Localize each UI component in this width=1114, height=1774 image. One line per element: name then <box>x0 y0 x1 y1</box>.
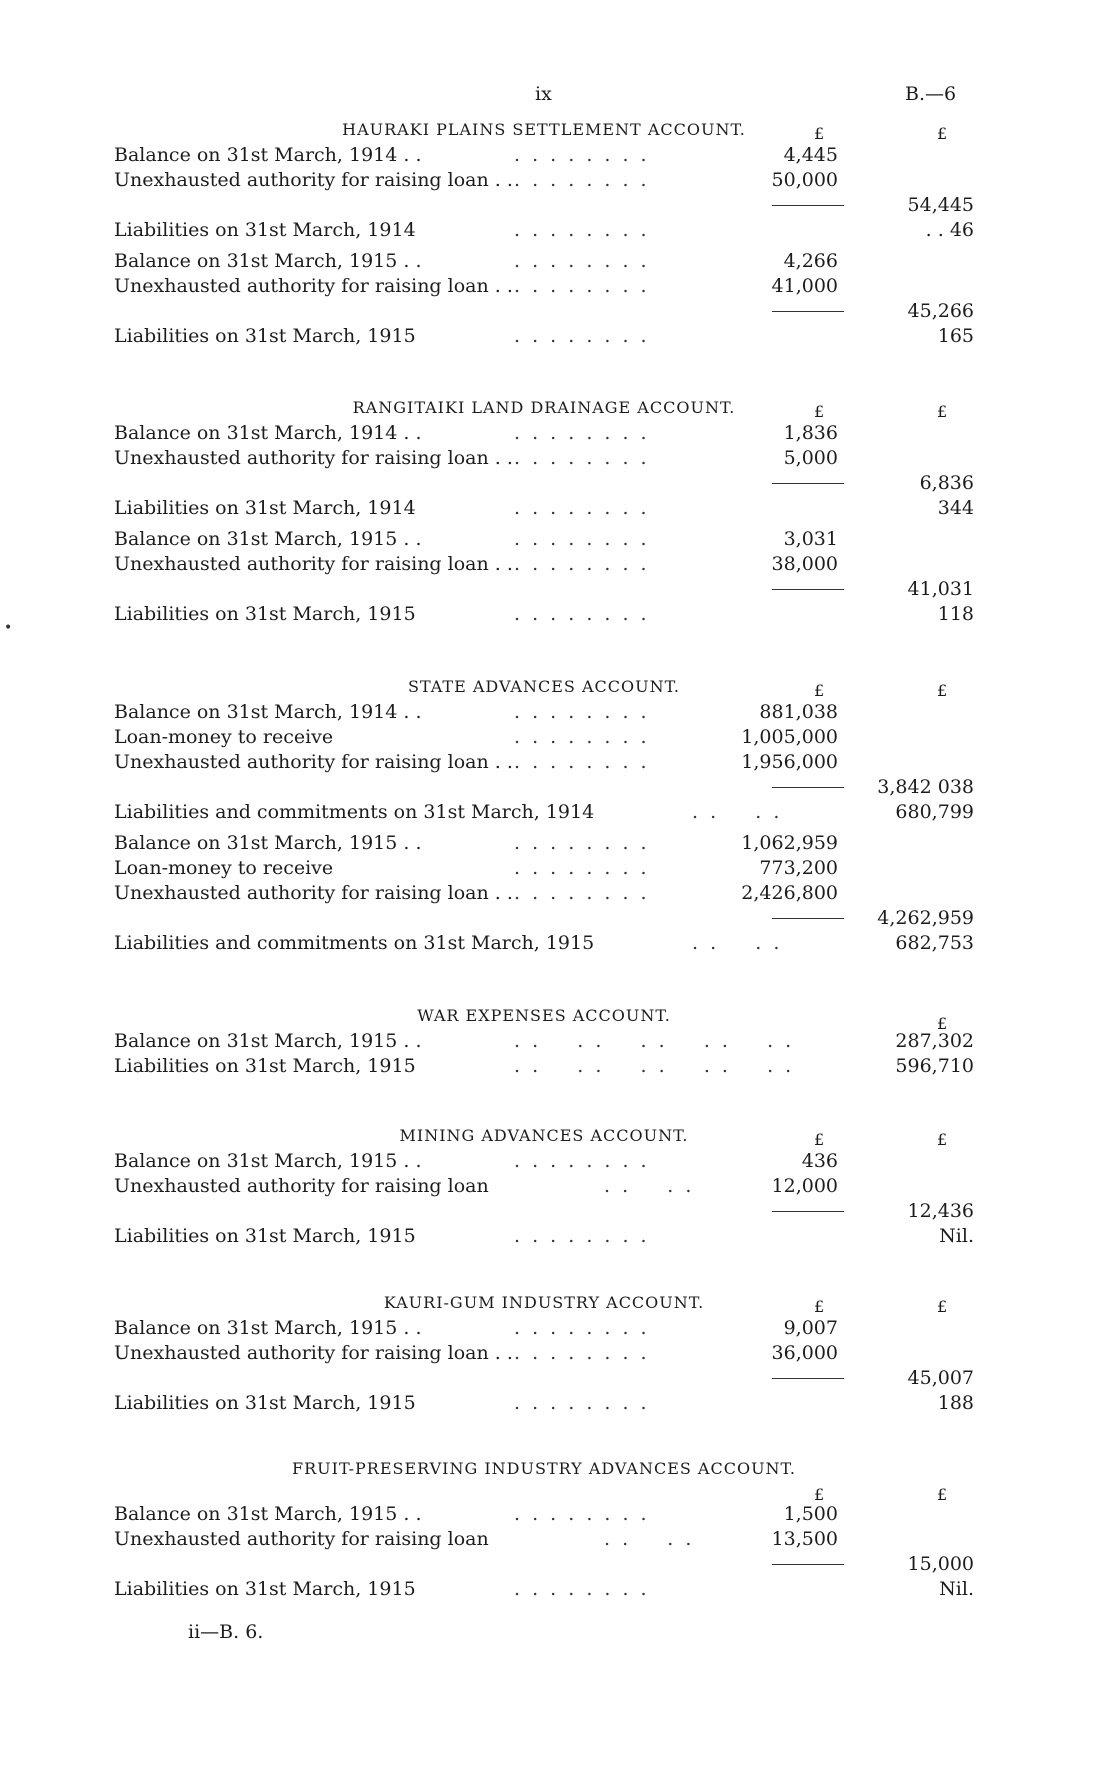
subtotal-rule <box>772 787 844 788</box>
table-row: Balance on 31st March, 1915 . . . . . . . . . . 1,062,959 <box>114 832 838 854</box>
table-row: Liabilities on 31st March, 1915 . . . . . . . . 188 <box>114 1392 974 1414</box>
table-row: Unexhausted authority for raising loan . . . . . . . . . . 36,000 <box>114 1342 838 1364</box>
pound-sign: £ <box>937 1485 949 1504</box>
dot-leader: . . . . . . . . <box>514 1150 650 1172</box>
dot-leader: . . . . . . . . <box>514 832 650 854</box>
dot-leader: . . . . . . . . <box>514 219 650 241</box>
table-row: Balance on 31st March, 1914 . . . . . . . . . . 1,836 <box>114 422 838 444</box>
section-title: MINING ADVANCES ACCOUNT. £ £ <box>114 1123 974 1149</box>
dot-leader: . . . . . . . . <box>514 553 650 575</box>
subtotal-row: 12,436 <box>114 1199 974 1224</box>
stray-ink-mark: • <box>4 620 13 636</box>
pound-sign: £ <box>814 1297 826 1316</box>
pound-sign: £ <box>814 1485 826 1504</box>
pound-sign: £ <box>937 1014 949 1033</box>
subtotal-row: 41,031 <box>114 577 974 602</box>
currency-header-row <box>114 1480 974 1502</box>
subtotal-rule <box>772 311 844 312</box>
pound-sign: £ <box>937 681 949 700</box>
pound-sign: £ <box>937 1297 949 1316</box>
table-row: Liabilities on 31st March, 1914 . . . . . . . . 344 <box>114 497 974 519</box>
table-row: Unexhausted authority for raising loan . . . . 13,500 <box>114 1528 838 1550</box>
dot-leader: . . . . . . . . <box>514 1503 650 1525</box>
table-row: Unexhausted authority for raising loan . . . . . . . . . . 2,426,800 <box>114 882 838 904</box>
document-reference: B.—6 <box>905 83 957 105</box>
signature-mark: ii—B. 6. <box>188 1621 264 1643</box>
section-title: STATE ADVANCES ACCOUNT. £ £ <box>114 674 974 700</box>
dot-leader: . . . . . . . . <box>514 882 650 904</box>
dot-leader: . . . . . . . . <box>514 751 650 773</box>
pound-sign: £ <box>814 124 826 143</box>
dot-leader: . . . . . . . . <box>514 1342 650 1364</box>
hauraki-section <box>114 117 974 349</box>
table-row: Liabilities on 31st March, 1915 . . . . . . . . . . 596,710 <box>114 1055 974 1077</box>
subtotal-row: 4,262,959 <box>114 906 974 931</box>
table-row: Unexhausted authority for raising loan . . . . . . . . . . 1,956,000 <box>114 751 838 773</box>
dot-leader: . . . . . . . . <box>514 701 650 723</box>
table-row: Unexhausted authority for raising loan . . . . . . . . . . 50,000 <box>114 169 838 191</box>
dot-leader: . . . . . . . . <box>514 447 650 469</box>
section-title: RANGITAIKI LAND DRAINAGE ACCOUNT. £ £ <box>114 395 974 421</box>
table-row: Balance on 31st March, 1914 . . . . . . . . . . 4,445 <box>114 144 838 166</box>
kauri-gum-section <box>114 1290 974 1416</box>
dot-leader: . . . . . . . . . . <box>514 1030 795 1052</box>
subtotal-row: 45,007 <box>114 1366 974 1391</box>
subtotal-row: 3,842 038 <box>114 775 974 800</box>
dot-leader: . . . . . . . . <box>514 528 650 550</box>
table-row: Liabilities on 31st March, 1914 . . . . . . . . . . 46 <box>114 219 974 241</box>
subtotal-rule <box>772 1564 844 1565</box>
dot-leader: . . . . . . . . <box>514 325 650 347</box>
table-row: Balance on 31st March, 1915 . . . . . . . . . . . . 287,302 <box>114 1030 974 1052</box>
table-row: Balance on 31st March, 1915 . . . . . . . . . . 9,007 <box>114 1317 838 1339</box>
dot-leader: . . . . . . . . <box>514 144 650 166</box>
pound-sign: £ <box>937 402 949 421</box>
table-row: Loan-money to receive . . . . . . . . 773,200 <box>114 857 838 879</box>
dot-leader: . . . . . . . . <box>514 1225 650 1247</box>
page-number: ix <box>535 83 552 105</box>
dot-leader: . . . . . . . . . . <box>514 1055 795 1077</box>
table-row: Balance on 31st March, 1914 . . . . . . . . . . 881,038 <box>114 701 838 723</box>
subtotal-row: 15,000 <box>114 1552 974 1577</box>
dot-leader: . . . . . . . . <box>514 497 650 519</box>
table-row: Unexhausted authority for raising loan . . . . . . . . . . 5,000 <box>114 447 838 469</box>
subtotal-row: 45,266 <box>114 299 974 324</box>
table-row: Liabilities and commitments on 31st March, 1914 . . . . 680,799 <box>114 801 974 823</box>
pound-sign: £ <box>937 1130 949 1149</box>
dot-leader: . . . . . . . . <box>514 1317 650 1339</box>
dot-leader: . . . . . . . . <box>514 275 650 297</box>
section-title: KAURI-GUM INDUSTRY ACCOUNT. £ £ <box>114 1290 974 1316</box>
pound-sign: £ <box>814 1130 826 1149</box>
table-row: Unexhausted authority for raising loan . . . . . . . . . . 41,000 <box>114 275 838 297</box>
dot-leader: . . . . . . . . <box>514 169 650 191</box>
dot-leader: . . . . . . . . <box>514 857 650 879</box>
pound-sign: £ <box>814 402 826 421</box>
dot-leader: . . . . <box>692 801 783 823</box>
fruit-preserving-section <box>114 1458 974 1602</box>
table-row: Unexhausted authority for raising loan . . . . 12,000 <box>114 1175 838 1197</box>
table-row: Loan-money to receive . . . . . . . . 1,005,000 <box>114 726 838 748</box>
rangitaiki-section <box>114 395 974 627</box>
subtotal-rule <box>772 918 844 919</box>
section-title: FRUIT-PRESERVING INDUSTRY ADVANCES ACCOUNT. <box>292 1459 796 1478</box>
subtotal-row: 54,445 <box>114 193 974 218</box>
dot-leader: . . . . . . . . <box>514 250 650 272</box>
dot-leader: . . . . <box>604 1175 695 1197</box>
dot-leader: . . . . . . . . <box>514 726 650 748</box>
subtotal-row: 6,836 <box>114 471 974 496</box>
table-row: Liabilities on 31st March, 1915 . . . . . . . . 118 <box>114 603 974 625</box>
table-row: Balance on 31st March, 1915 . . . . . . . . . . 436 <box>114 1150 838 1172</box>
table-row: Liabilities on 31st March, 1915 . . . . . . . . 165 <box>114 325 974 347</box>
subtotal-rule <box>772 1378 844 1379</box>
subtotal-rule <box>772 205 844 206</box>
subtotal-rule <box>772 483 844 484</box>
dot-leader: . . . . <box>604 1528 695 1550</box>
subtotal-rule <box>772 589 844 590</box>
pound-sign: £ <box>814 681 826 700</box>
table-row: Unexhausted authority for raising loan . . . . . . . . . . 38,000 <box>114 553 838 575</box>
section-title: WAR EXPENSES ACCOUNT. £ <box>114 1003 974 1029</box>
section-title: HAURAKI PLAINS SETTLEMENT ACCOUNT. £ £ <box>114 117 974 143</box>
dot-leader: . . . . . . . . <box>514 1578 650 1600</box>
table-row: Liabilities on 31st March, 1915 . . . . . . . . Nil. <box>114 1578 974 1600</box>
dot-leader: . . . . . . . . <box>514 1392 650 1414</box>
dot-leader: . . . . <box>692 932 783 954</box>
state-advances-section <box>114 674 974 956</box>
mining-advances-section <box>114 1123 974 1249</box>
pound-sign: £ <box>937 124 949 143</box>
dot-leader: . . . . . . . . <box>514 422 650 444</box>
table-row: Balance on 31st March, 1915 . . . . . . . . . . 3,031 <box>114 528 838 550</box>
war-expenses-section <box>114 1003 974 1079</box>
table-row: Balance on 31st March, 1915 . . . . . . . . . . 4,266 <box>114 250 838 272</box>
dot-leader: . . . . . . . . <box>514 603 650 625</box>
table-row: Balance on 31st March, 1915 . . . . . . . . . . 1,500 <box>114 1503 838 1525</box>
subtotal-rule <box>772 1211 844 1212</box>
table-row: Liabilities and commitments on 31st March, 1915 . . . . 682,753 <box>114 932 974 954</box>
table-row: Liabilities on 31st March, 1915 . . . . . . . . Nil. <box>114 1225 974 1247</box>
